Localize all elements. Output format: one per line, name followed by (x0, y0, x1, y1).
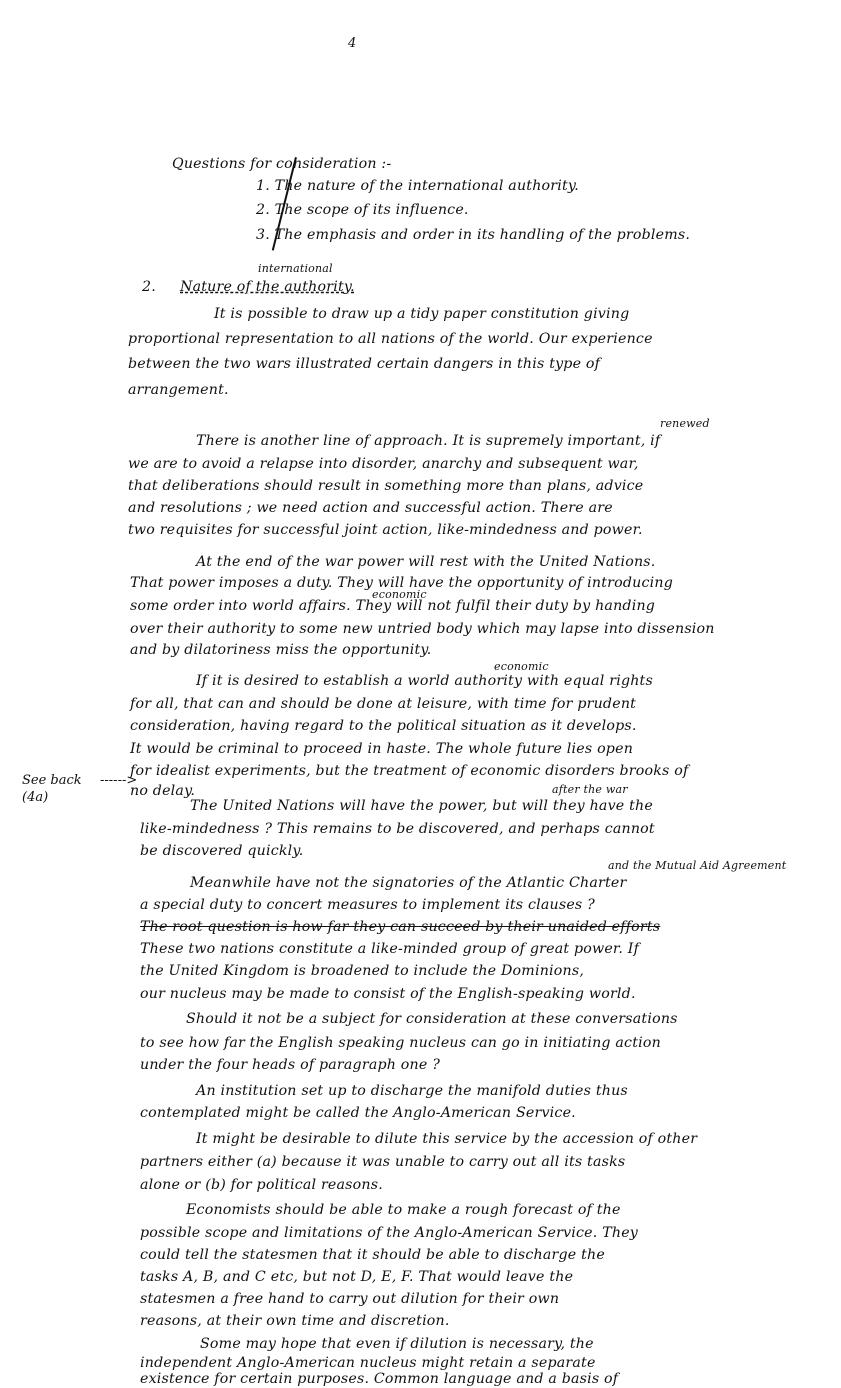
p6-struck-line: The root question is how far they can succeed by their unaided efforts (140, 919, 661, 935)
p6b-line-1: These two nations constitute a like-minded group of great power. If (140, 941, 640, 957)
p5-line-3: be discovered quickly. (140, 843, 304, 859)
section-title: Nature of the authority. (180, 279, 355, 295)
question-item-3: 3. The emphasis and order in its handling of the problems. (256, 227, 691, 243)
p7-line-3: under the four heads of paragraph one ? (140, 1057, 441, 1073)
p4-line-1: If it is desired to establish a world authority with equal rights (196, 673, 653, 689)
p10-line-3: could tell the statesmen that it should be able to discharge the (140, 1247, 605, 1263)
section-number: 2. (142, 279, 156, 295)
p2-line-3: that deliberations should result in something more than plans, advice (128, 478, 644, 494)
question-item-2: 2. The scope of its influence. (256, 202, 469, 218)
p3-insertion: economic (372, 588, 427, 601)
p10-line-5: statesmen a free hand to carry out dilution for their own (140, 1291, 560, 1307)
p5-line-2: like-mindedness ? This remains to be discovered, and perhaps cannot (140, 821, 655, 837)
p6-line-1: Meanwhile have not the signatories of the Atlantic Charter (190, 875, 627, 891)
p6b-line-2: the United Kingdom is broadened to include the Dominions, (140, 963, 585, 979)
p7-line-1: Should it not be a subject for consideration at these conversations (186, 1011, 678, 1027)
p4-line-6: no delay. (130, 783, 196, 799)
p7-line-2: to see how far the English speaking nucleus can go in initiating action (140, 1035, 661, 1051)
p2-insertion: renewed (660, 417, 710, 430)
p4-line-5: for idealist experiments, but the treatment of economic disorders brooks of (130, 763, 689, 779)
p4-insertion: economic (494, 660, 549, 673)
p6-line-2: a special duty to concert measures to implement its clauses ? (140, 897, 595, 913)
p9-line-1: It might be desirable to dilute this service by the accession of other (196, 1131, 698, 1147)
p1-line-3: between the two wars illustrated certain dangers in this type of (128, 356, 601, 372)
questions-heading: Questions for consideration :- (172, 156, 392, 172)
page-number: 4 (348, 36, 357, 51)
p3-line-2: That power imposes a duty. They will have the opportunity of introducing (130, 575, 673, 591)
p3-line-4: over their authority to some new untried body which may lapse into dissension (130, 621, 715, 637)
section-title-insertion: international (258, 262, 333, 275)
p10-line-6: reasons, at their own time and discretion. (140, 1313, 450, 1329)
p3-line-3: some order into world affairs. They will not fulfil their duty by handing (130, 598, 656, 614)
p2-line-2: we are to avoid a relapse into disorder, anarchy and subsequent war, (128, 456, 639, 472)
p11-line-3: existence for certain purposes. Common language and a basis of (140, 1371, 619, 1387)
p1-line-1: It is possible to draw up a tidy paper constitution giving (214, 306, 630, 322)
p10-line-2: possible scope and limitations of the Anglo-American Service. They (140, 1225, 638, 1241)
p5-insertion: after the war (552, 783, 628, 796)
p8-line-2: contemplated might be called the Anglo-American Service. (140, 1105, 576, 1121)
p6b-line-3: our nucleus may be made to consist of the English-speaking world. (140, 986, 636, 1002)
p1-line-4: arrangement. (128, 382, 229, 398)
p2-line-4: and resolutions ; we need action and successful action. There are (128, 500, 613, 516)
margin-note-ref: (4a) (22, 790, 49, 805)
p9-line-2: partners either (a) because it was unable to carry out all its tasks (140, 1154, 626, 1170)
p3-line-1: At the end of the war power will rest with the United Nations. (196, 554, 656, 570)
p3-line-5: and by dilatoriness miss the opportunity. (130, 642, 432, 658)
p8-line-1: An institution set up to discharge the manifold duties thus (196, 1083, 628, 1099)
p10-line-4: tasks A, B, and C etc, but not D, E, F. That would leave the (140, 1269, 574, 1285)
p6-insertion: and the Mutual Aid Agreement (608, 859, 787, 872)
p4-line-2: for all, that can and should be done at leisure, with time for prudent (130, 696, 637, 712)
margin-arrow-icon: ------> (100, 773, 138, 788)
p4-line-4: It would be criminal to proceed in haste. The whole future lies open (130, 741, 634, 757)
p11-line-1: Some may hope that even if dilution is necessary, the (200, 1336, 594, 1352)
p9-line-3: alone or (b) for political reasons. (140, 1177, 383, 1193)
p11-line-2: independent Anglo-American nucleus might retain a separate (140, 1355, 596, 1371)
margin-note-see-back: See back (22, 773, 82, 788)
p5-line-1: The United Nations will have the power, but will they have the (190, 798, 653, 814)
p2-line-1: There is another line of approach. It is supremely important, if (196, 433, 661, 449)
p2-line-5: two requisites for successful joint action, like-mindedness and power. (128, 522, 643, 538)
p10-line-1: Economists should be able to make a rough forecast of the (186, 1202, 621, 1218)
p4-line-3: consideration, having regard to the political situation as it develops. (130, 718, 637, 734)
p1-line-2: proportional representation to all nations of the world. Our experience (128, 331, 653, 347)
question-item-1: 1. The nature of the international authority. (256, 178, 579, 194)
